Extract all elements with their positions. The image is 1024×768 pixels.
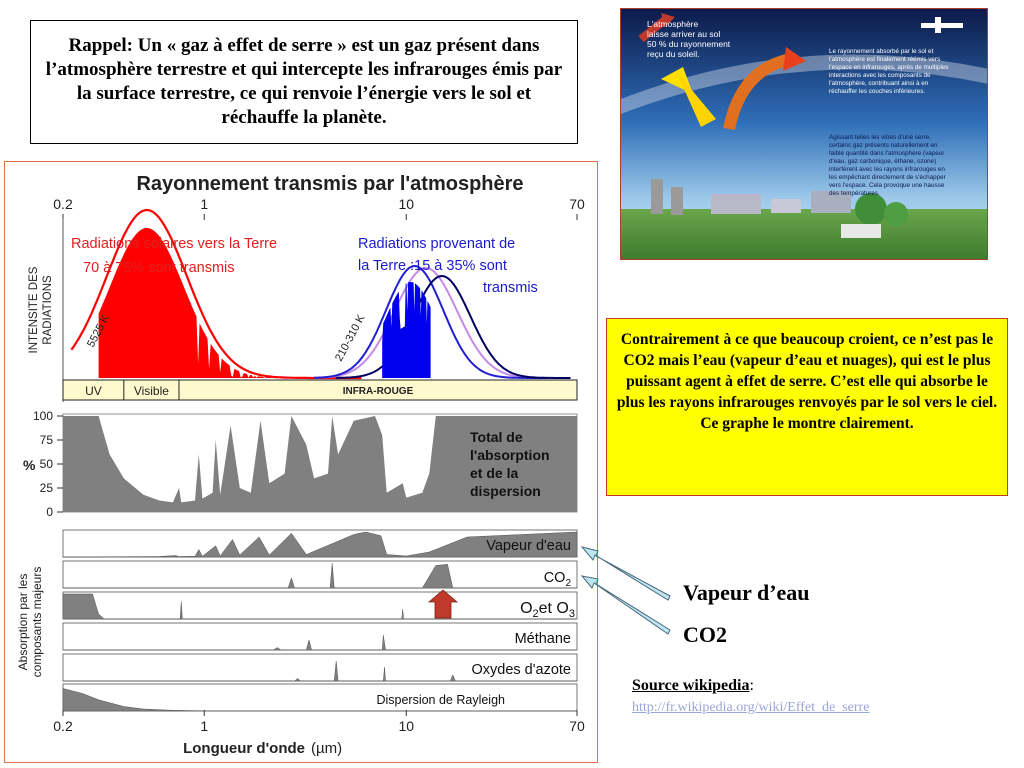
component-panel-frame [63, 592, 577, 619]
airplane-icon [921, 23, 963, 28]
x-axis-label: Longueur d'onde [183, 740, 305, 757]
bottom-x-tick-label: 70 [569, 718, 585, 734]
components-ylabel-line2: composants majeurs [30, 566, 44, 678]
explanation-box [606, 318, 1008, 496]
total-label-line3: et de la [470, 465, 519, 481]
component-label-water: Vapeur d'eau [486, 538, 571, 554]
band-infrared-label: INFRA-ROUGE [342, 386, 414, 397]
top-ylabel-line1: INTENSITE DES [28, 266, 40, 354]
total-y-tick-label: 0 [46, 505, 53, 519]
solar-temperature-label: 5525 K [85, 312, 113, 350]
greenhouse-illustration-drawing [621, 9, 988, 260]
svg-text:L'atmosphère laisse arri: L'atmosphère laisse arriver au sol 50 % du rayonnement reçu du soleil. [647, 19, 731, 59]
explanation-conclusion: Ce graphe le montre clairement. [700, 415, 914, 432]
bottom-x-tick-label: 10 [398, 718, 415, 734]
svg-text:Agissant telles les vitres d'u: Agissant telles les vitres d'une serre, certains gaz présents naturellement en faible quantité dans l'atmosphère (vapeur d'eau, gaz carbonique, éthane, ozone) interfèrent avec les rayons infrarouges en les empêchant directement de s'échapper vers l'espace. Cela provoque une hausse des températures. [829, 134, 946, 197]
component-label-methane: Méthane [514, 631, 571, 647]
top-x-tick-label: 1 [200, 196, 209, 212]
definition-box [30, 20, 578, 144]
component-panel-frame [63, 561, 577, 588]
solar-label-line2: 70 à 75% sont transmis [83, 260, 235, 276]
earth-label-line1: Radiations provenant de [358, 236, 516, 252]
total-y-tick-label: 50 [39, 457, 53, 471]
earth-temperature-label: 210-310 K [333, 312, 368, 364]
solar-label-line1: Radiations solaires vers la Terre [71, 236, 278, 252]
component-label-co2: $CO_2$ [543, 570, 571, 589]
greenhouse-illustration [620, 8, 988, 260]
bottom-x-tick-label: 1 [200, 718, 209, 734]
chart-svg [5, 162, 597, 762]
source-line [632, 677, 754, 695]
top-x-tick-label: 0.2 [53, 196, 73, 212]
atmospheric-transmission-chart [4, 161, 598, 763]
top-x-tick-label: 10 [398, 196, 415, 212]
label-water-vapour: Vapeur d’eau [683, 580, 810, 605]
band-uv-label: UV [85, 384, 102, 398]
definition-text: Rappel: Un « gaz à effet de serre » est un gaz présent dans l’atmosphère terrestre et qui intercepte les infrarouges émis par la surface terrestre, ce qui renvoie l’énergie vers le sol et réchauffe la planète. [45, 35, 563, 128]
earth-label-line2: la Terre :15 à 35% sont [358, 258, 507, 274]
total-y-tick-label: 100 [32, 409, 53, 423]
top-x-tick-label: 70 [569, 196, 585, 212]
component-label-o2-o3: $O_2et$ $O_3$ [520, 600, 575, 620]
source-colon: : [749, 677, 754, 694]
component-panel-frame [63, 623, 577, 650]
label-co2: CO2 [683, 622, 727, 647]
x-axis-unit: (µm) [311, 740, 343, 757]
total-ylabel: % [23, 457, 36, 473]
svg-text:Le rayonnement absorbé par le: Le rayonnement absorbé par le sol et l'atmosphère est finalement réémis vers l'espace en infrarouges, après de multiples interactions avec les composants de l'atmosphère, contribuant ainsi à en réchauffer les couches inférieures. [829, 48, 949, 95]
component-label-nitrous-oxides: Oxydes d'azote [471, 662, 571, 678]
co2-pointer-arrow-icon [582, 576, 670, 634]
total-label-line4: dispersion [470, 483, 541, 499]
top-ylabel-line2: RADIATIONS [42, 275, 54, 345]
explanation-text: Contrairement à ce que beaucoup croient, ce n’est pas le CO2 mais l’eau (vapeur d’eau et nuages), qui est le plus puissant agent à effet de serre. C’est elle qui absorbe le plus les rayons infrarouges renvoyés par le sol vers le ciel. [616, 331, 998, 411]
source-link[interactable]: http://fr.wikipedia.org/wiki/Effet_de_serre [632, 700, 870, 715]
total-label-line1: Total de [470, 429, 523, 445]
pointer-arrows [560, 530, 690, 640]
components-ylabel-line1: Absorption par les [16, 573, 30, 671]
total-label-line2: l'absorption [470, 447, 550, 463]
factory-icon [651, 179, 663, 214]
component-label-rayleigh: Dispersion de Rayleigh [376, 693, 505, 707]
earth-label-line3: transmis [483, 280, 538, 296]
bottom-x-tick-label: 0.2 [53, 718, 73, 734]
chart-title: Rayonnement transmis par l'atmosphère [136, 173, 524, 195]
earth-transmitted-area [382, 282, 430, 378]
band-visible-label: Visible [133, 384, 169, 398]
total-y-tick-label: 75 [39, 433, 53, 447]
water-pointer-arrow-icon [582, 547, 670, 600]
total-y-tick-label: 25 [39, 481, 53, 495]
source-title: Source wikipedia [632, 677, 750, 694]
